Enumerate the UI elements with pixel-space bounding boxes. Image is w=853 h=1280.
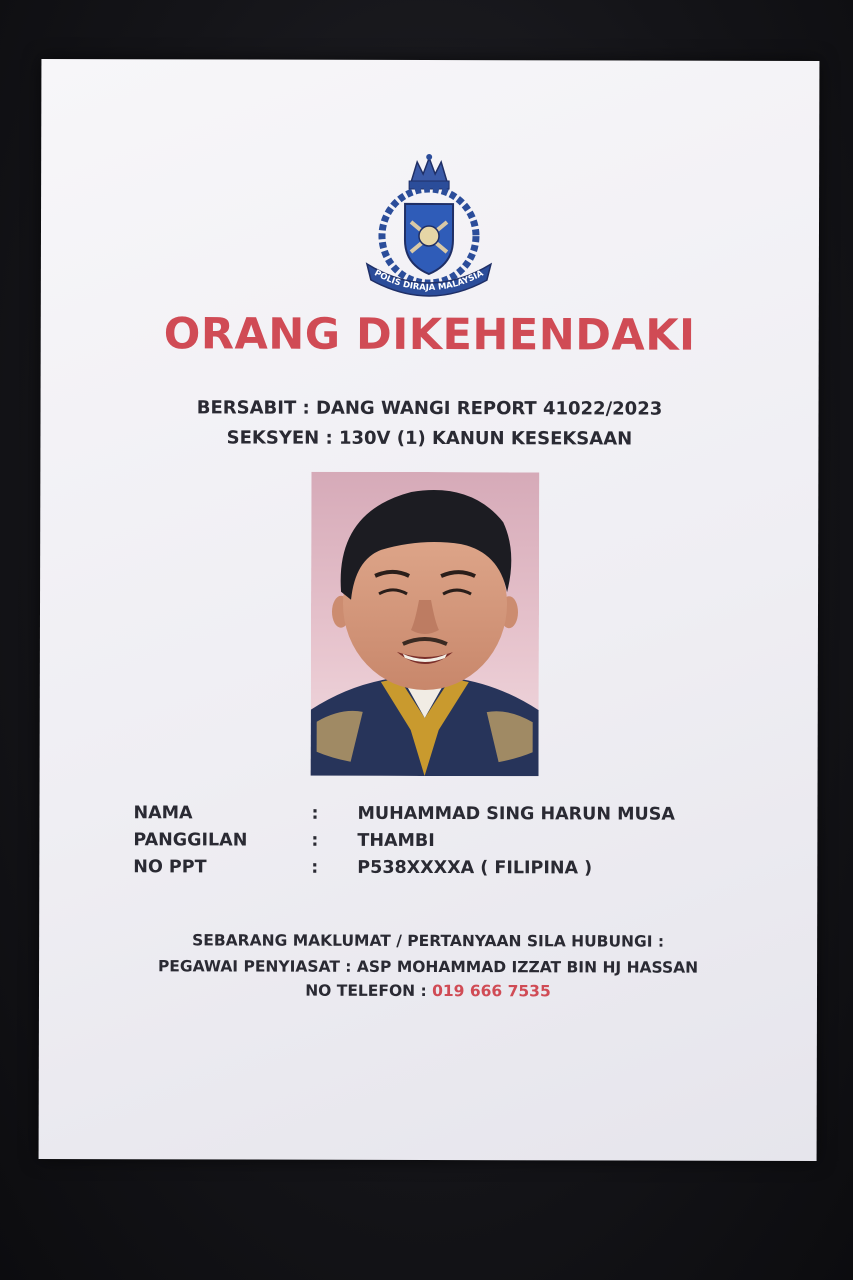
wanted-poster-sheet [39,59,820,1161]
detail-label: NAMA [133,803,193,824]
detail-value: THAMBI [357,830,435,852]
detail-row-no-ppt [133,857,773,886]
detail-label: PANGGILAN [133,830,248,851]
detail-colon: : [311,830,319,851]
detail-label: NO PPT [133,857,207,878]
bersabit-line: BERSABIT : DANG WANGI REPORT 41022/2023 [196,397,663,420]
detail-row-panggilan [133,830,773,859]
suspect-portrait [311,472,540,777]
detail-row-nama [133,803,773,832]
suspect-details [133,803,773,886]
poster-title: ORANG DIKEHENDAKI [163,309,696,361]
phone-line [39,981,817,1001]
detail-colon: : [311,857,319,878]
detail-colon: : [311,803,319,824]
detail-value: MUHAMMAD SING HARUN MUSA [357,803,675,825]
phone-number: 019 666 7535 [432,982,551,1001]
detail-value: P538XXXXA ( FILIPINA ) [357,857,593,879]
crest-ribbon-text: POLIS DIRAJA MALAYSIA [372,268,486,294]
investigating-officer: PEGAWAI PENYIASAT : ASP MOHAMMAD IZZAT BIN HJ HASSAN [157,957,699,977]
police-crest-emblem [359,152,499,302]
contact-instruction: SEBARANG MAKLUMAT / PERTANYAAN SILA HUBUNGI : [192,931,665,951]
seksyen-line: SEKSYEN : 130V (1) KANUN KESEKSAAN [226,427,633,450]
phone-label: NO TELEFON : [305,981,433,1001]
